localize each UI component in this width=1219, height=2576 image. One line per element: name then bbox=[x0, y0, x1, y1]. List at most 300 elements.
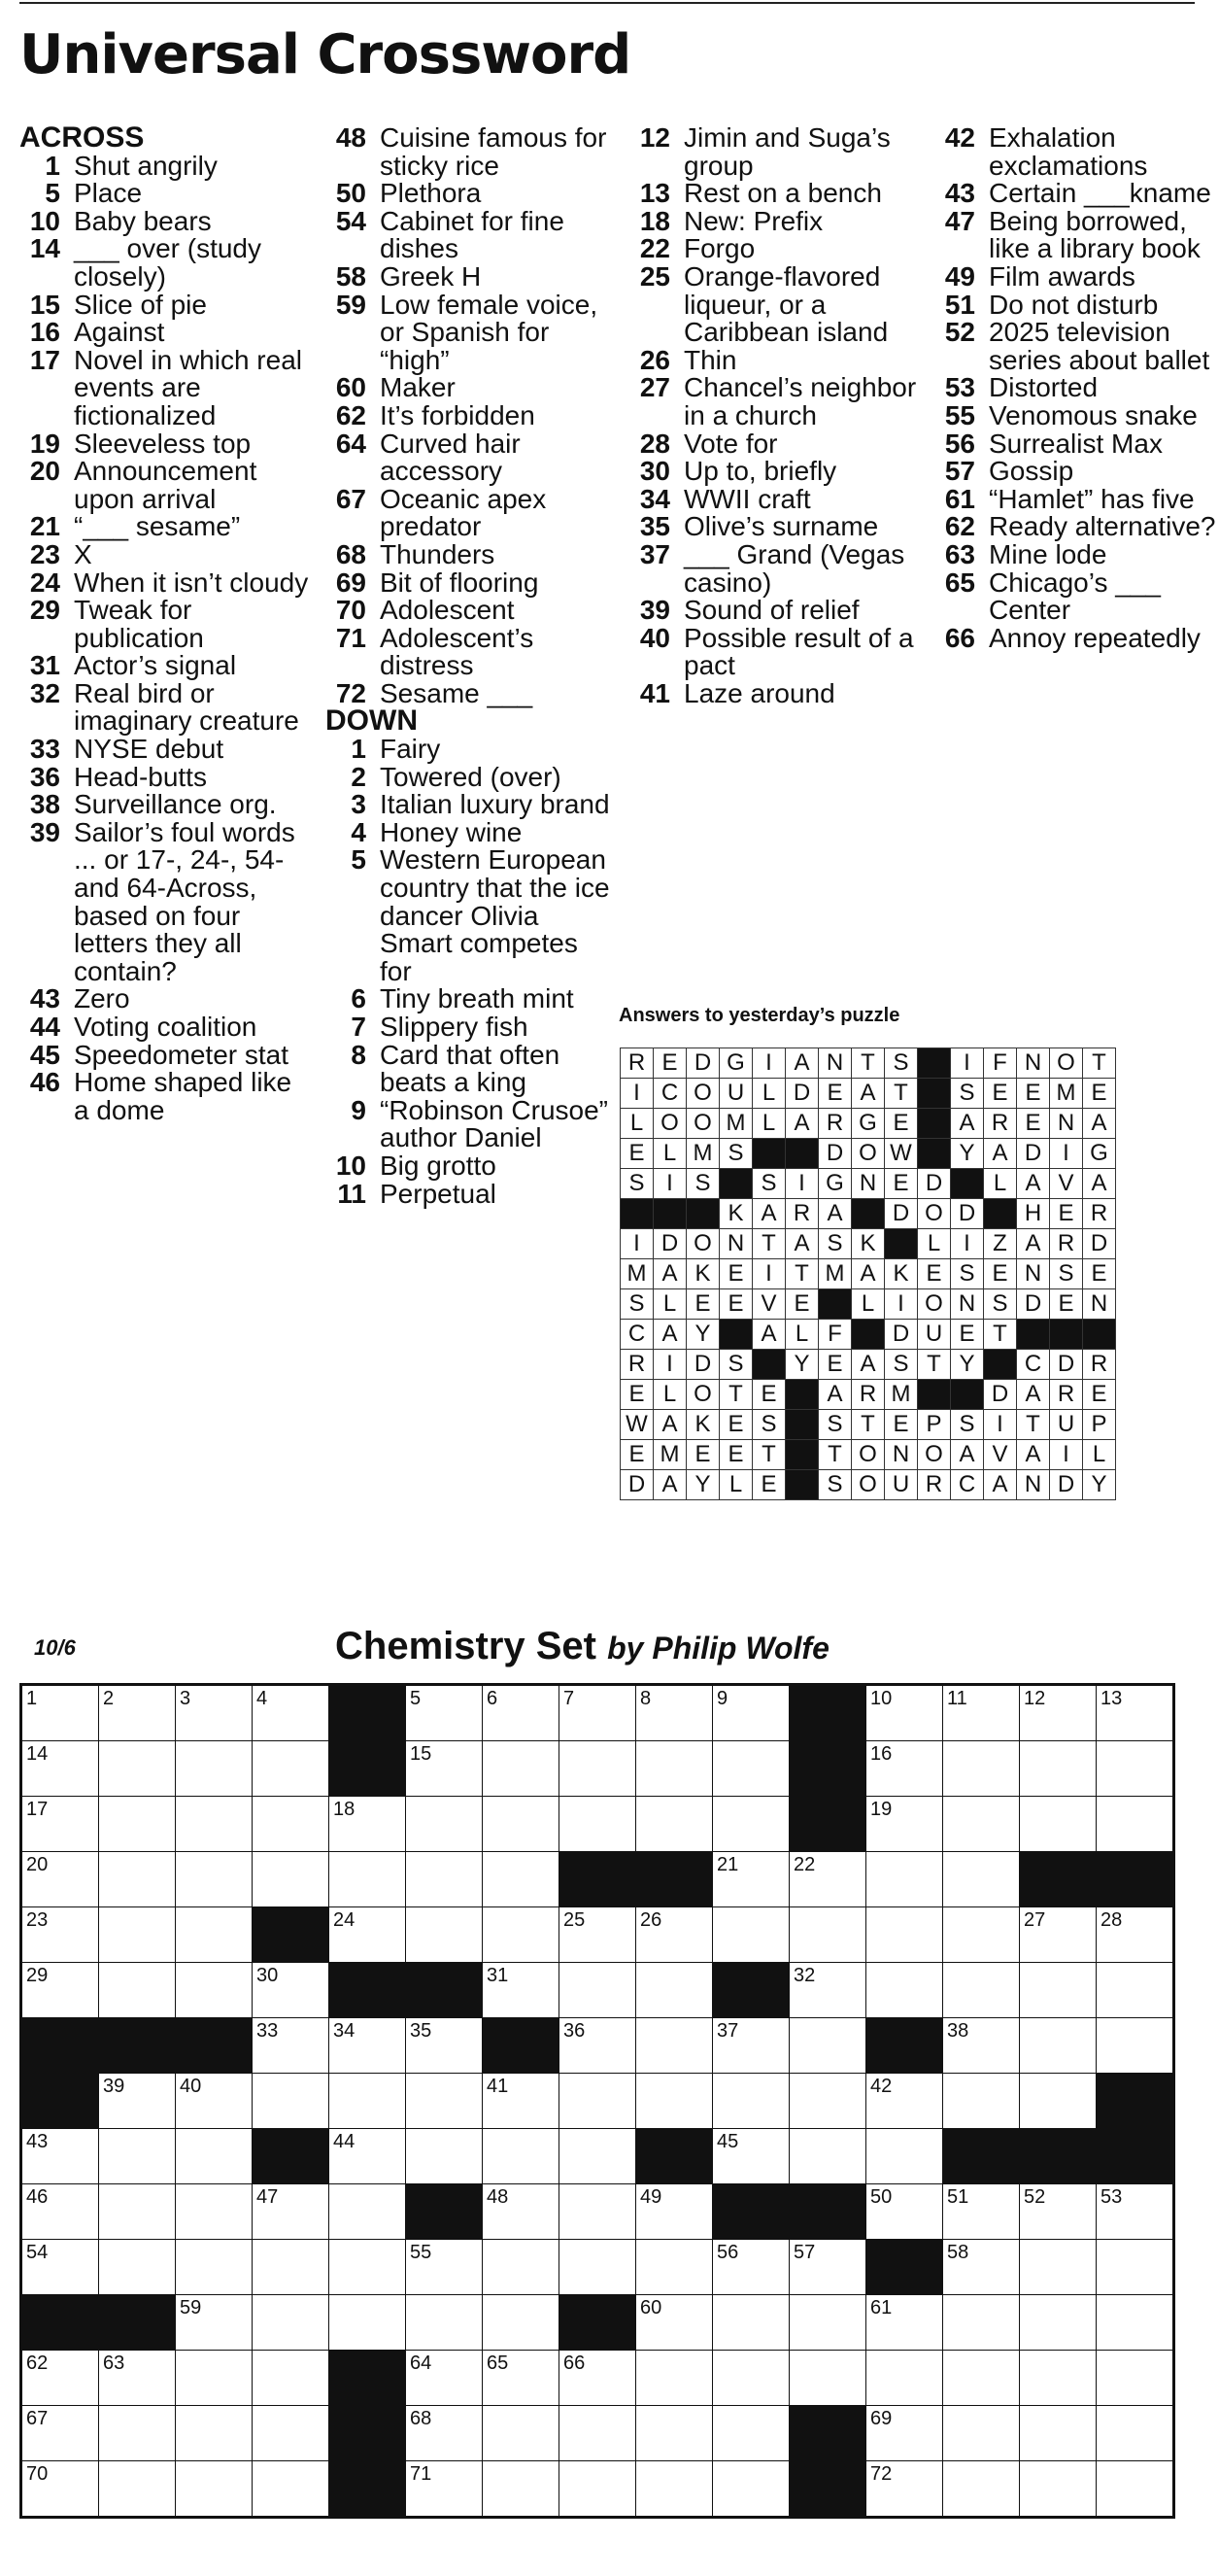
grid-cell[interactable] bbox=[713, 2461, 790, 2518]
grid-cell[interactable] bbox=[253, 2018, 329, 2074]
grid-cell[interactable] bbox=[559, 2406, 636, 2461]
grid-row bbox=[21, 2240, 1174, 2295]
grid-cell[interactable] bbox=[866, 2295, 943, 2351]
grid-cell[interactable] bbox=[176, 2240, 253, 2295]
answers-letter-cell: S bbox=[753, 1410, 786, 1440]
grid-cell[interactable] bbox=[866, 2351, 943, 2406]
answers-letter-cell: A bbox=[654, 1259, 687, 1289]
clue-number: 33 bbox=[29, 734, 60, 765]
grid-cell[interactable] bbox=[253, 2240, 329, 2295]
grid-cell[interactable] bbox=[253, 2351, 329, 2406]
grid-cell[interactable] bbox=[329, 2129, 406, 2184]
grid-cell[interactable] bbox=[1097, 1797, 1174, 1852]
grid-cell[interactable] bbox=[1097, 1685, 1174, 1741]
grid-cell[interactable] bbox=[790, 1963, 866, 2018]
cell-number: 44 bbox=[333, 2131, 356, 2152]
grid-cell[interactable] bbox=[483, 2351, 559, 2406]
grid-cell[interactable] bbox=[1020, 2406, 1097, 2461]
answers-letter-cell: S bbox=[819, 1410, 852, 1440]
grid-cell[interactable] bbox=[21, 1852, 99, 1907]
cell-number: 28 bbox=[1100, 1909, 1123, 1931]
grid-cell[interactable] bbox=[329, 1797, 406, 1852]
grid-cell[interactable] bbox=[559, 2351, 636, 2406]
grid-cell[interactable] bbox=[1020, 2074, 1097, 2129]
grid-cell[interactable] bbox=[790, 1907, 866, 1963]
grid-cell[interactable] bbox=[253, 2461, 329, 2518]
grid-cell[interactable] bbox=[21, 1963, 99, 2018]
answers-letter-cell: I bbox=[654, 1169, 687, 1199]
answers-letter-cell: R bbox=[621, 1350, 654, 1380]
grid-cell[interactable] bbox=[866, 2184, 943, 2240]
answers-letter-cell: T bbox=[984, 1320, 1017, 1350]
grid-cell[interactable] bbox=[21, 2461, 99, 2518]
grid-cell[interactable] bbox=[636, 1741, 713, 1797]
answers-letter-cell: A bbox=[1017, 1169, 1050, 1199]
grid-cell[interactable] bbox=[176, 1685, 253, 1741]
grid-cell[interactable] bbox=[176, 2461, 253, 2518]
grid-cell[interactable] bbox=[943, 1907, 1020, 1963]
grid-cell[interactable] bbox=[1097, 2184, 1174, 2240]
grid-cell[interactable] bbox=[713, 2129, 790, 2184]
clue-text: Shut angrily bbox=[74, 150, 218, 181]
grid-cell[interactable] bbox=[176, 2295, 253, 2351]
grid-cell[interactable] bbox=[99, 2461, 176, 2518]
cell-number: 26 bbox=[640, 1909, 662, 1931]
grid-cell[interactable] bbox=[253, 2406, 329, 2461]
clue-item bbox=[19, 569, 311, 598]
grid-cell[interactable] bbox=[636, 1963, 713, 2018]
black-square bbox=[1097, 2129, 1174, 2184]
grid-cell[interactable] bbox=[99, 1797, 176, 1852]
grid-cell[interactable] bbox=[483, 1907, 559, 1963]
grid-cell[interactable] bbox=[943, 2295, 1020, 2351]
grid-cell[interactable] bbox=[253, 2184, 329, 2240]
grid-cell[interactable] bbox=[1020, 1741, 1097, 1797]
grid-cell[interactable] bbox=[1020, 2240, 1097, 2295]
grid-cell[interactable] bbox=[713, 2406, 790, 2461]
grid-cell[interactable] bbox=[21, 2240, 99, 2295]
answers-letter-cell: D bbox=[1050, 1470, 1083, 1500]
grid-cell[interactable] bbox=[1020, 2295, 1097, 2351]
grid-cell[interactable] bbox=[636, 2406, 713, 2461]
clue-number: 16 bbox=[29, 317, 60, 348]
grid-cell[interactable] bbox=[176, 2184, 253, 2240]
grid-cell[interactable] bbox=[483, 1963, 559, 2018]
grid-cell[interactable] bbox=[713, 2295, 790, 2351]
grid-cell[interactable] bbox=[1020, 2461, 1097, 2518]
clue-number: 1 bbox=[45, 150, 60, 181]
grid-cell[interactable] bbox=[943, 1852, 1020, 1907]
clue-item bbox=[19, 597, 311, 652]
grid-cell[interactable] bbox=[943, 2074, 1020, 2129]
grid-cell[interactable] bbox=[406, 1685, 483, 1741]
cell-number: 16 bbox=[870, 1743, 893, 1765]
answers-letter-cell: D bbox=[1083, 1229, 1116, 1259]
grid-cell[interactable] bbox=[99, 2074, 176, 2129]
grid-cell[interactable] bbox=[406, 2240, 483, 2295]
grid-cell[interactable] bbox=[253, 2295, 329, 2351]
clue-text: Plethora bbox=[380, 178, 482, 209]
grid-cell[interactable] bbox=[790, 2074, 866, 2129]
clue-text: Italian luxury brand bbox=[380, 789, 610, 820]
grid-cell[interactable] bbox=[329, 2074, 406, 2129]
grid-cell[interactable] bbox=[636, 2018, 713, 2074]
grid-cell[interactable] bbox=[943, 1685, 1020, 1741]
grid-cell[interactable] bbox=[636, 1907, 713, 1963]
grid-cell[interactable] bbox=[713, 1907, 790, 1963]
grid-cell[interactable] bbox=[790, 2295, 866, 2351]
cell-number: 52 bbox=[1024, 2186, 1046, 2208]
grid-cell[interactable] bbox=[1097, 1963, 1174, 2018]
clue-text: Being borrowed, like a library book bbox=[989, 205, 1201, 264]
answers-letter-cell: O bbox=[654, 1109, 687, 1139]
grid-cell[interactable] bbox=[99, 1907, 176, 1963]
cell-number: 47 bbox=[256, 2186, 279, 2208]
grid-cell[interactable] bbox=[176, 1797, 253, 1852]
grid-cell[interactable] bbox=[1097, 1741, 1174, 1797]
grid-cell[interactable] bbox=[559, 1907, 636, 1963]
grid-cell[interactable] bbox=[176, 1963, 253, 2018]
grid-cell[interactable] bbox=[176, 2406, 253, 2461]
answers-letter-cell: F bbox=[984, 1048, 1017, 1079]
grid-cell[interactable] bbox=[21, 1741, 99, 1797]
grid-cell[interactable] bbox=[790, 2240, 866, 2295]
grid-cell[interactable] bbox=[253, 1741, 329, 1797]
answers-letter-cell: T bbox=[918, 1350, 951, 1380]
puzzle-byline: by Philip Wolfe bbox=[607, 1631, 830, 1666]
grid-cell[interactable] bbox=[636, 1797, 713, 1852]
grid-cell[interactable] bbox=[866, 2129, 943, 2184]
answers-letter-cell: T bbox=[819, 1440, 852, 1470]
clue-item bbox=[325, 622, 617, 681]
grid-cell[interactable] bbox=[943, 2351, 1020, 2406]
grid-cell[interactable] bbox=[253, 1852, 329, 1907]
grid-cell[interactable] bbox=[483, 1852, 559, 1907]
grid-cell[interactable] bbox=[1097, 2406, 1174, 2461]
grid-cell[interactable] bbox=[866, 1907, 943, 1963]
grid-cell[interactable] bbox=[559, 2461, 636, 2518]
grid-cell[interactable] bbox=[559, 1963, 636, 2018]
cell-number: 33 bbox=[256, 2020, 279, 2042]
grid-cell[interactable] bbox=[406, 2461, 483, 2518]
cell-number: 53 bbox=[1100, 2186, 1123, 2208]
answers-black-square bbox=[918, 1079, 951, 1109]
grid-cell[interactable] bbox=[483, 2184, 559, 2240]
grid-cell[interactable] bbox=[483, 2406, 559, 2461]
grid-cell[interactable] bbox=[329, 2184, 406, 2240]
grid-cell[interactable] bbox=[636, 2461, 713, 2518]
grid-cell[interactable] bbox=[790, 2129, 866, 2184]
grid-cell[interactable] bbox=[1020, 1907, 1097, 1963]
grid-cell[interactable] bbox=[483, 2129, 559, 2184]
grid-cell[interactable] bbox=[99, 2351, 176, 2406]
grid-cell[interactable] bbox=[1020, 1963, 1097, 2018]
grid-cell[interactable] bbox=[559, 1741, 636, 1797]
grid-cell[interactable] bbox=[559, 2184, 636, 2240]
grid-cell[interactable] bbox=[99, 2129, 176, 2184]
grid-cell[interactable] bbox=[1097, 2018, 1174, 2074]
answers-letter-cell: N bbox=[1017, 1048, 1050, 1079]
grid-cell[interactable] bbox=[559, 1685, 636, 1741]
cell-number: 51 bbox=[947, 2186, 969, 2208]
answers-letter-cell: L bbox=[753, 1109, 786, 1139]
grid-cell[interactable] bbox=[406, 2406, 483, 2461]
clue-item bbox=[325, 1094, 617, 1153]
clue-number: 41 bbox=[639, 677, 670, 708]
grid-cell[interactable] bbox=[943, 2406, 1020, 2461]
answers-letter-cell: I bbox=[1050, 1139, 1083, 1169]
grid-cell[interactable] bbox=[943, 1741, 1020, 1797]
grid-cell[interactable] bbox=[406, 1852, 483, 1907]
grid-cell[interactable] bbox=[713, 1685, 790, 1741]
grid-cell[interactable] bbox=[406, 2295, 483, 2351]
clue-item bbox=[325, 399, 617, 430]
grid-cell[interactable] bbox=[1097, 2240, 1174, 2295]
cell-number: 58 bbox=[947, 2242, 969, 2263]
clue-item bbox=[19, 538, 311, 569]
grid-cell[interactable] bbox=[406, 2018, 483, 2074]
grid-cell[interactable] bbox=[176, 2129, 253, 2184]
grid-cell[interactable] bbox=[99, 1685, 176, 1741]
grid-cell[interactable] bbox=[636, 2240, 713, 2295]
answers-black-square bbox=[918, 1380, 951, 1410]
grid-cell[interactable] bbox=[483, 1685, 559, 1741]
grid-cell[interactable] bbox=[329, 2240, 406, 2295]
answers-letter-cell: A bbox=[786, 1229, 819, 1259]
grid-cell[interactable] bbox=[253, 1963, 329, 2018]
grid-cell[interactable] bbox=[943, 2184, 1020, 2240]
grid-cell[interactable] bbox=[483, 2461, 559, 2518]
grid-cell[interactable] bbox=[636, 2351, 713, 2406]
grid-cell[interactable] bbox=[866, 1741, 943, 1797]
grid-cell[interactable] bbox=[406, 2074, 483, 2129]
answers-black-square bbox=[621, 1199, 654, 1229]
grid-cell[interactable] bbox=[329, 1907, 406, 1963]
grid-cell[interactable] bbox=[406, 1797, 483, 1852]
grid-cell[interactable] bbox=[21, 1685, 99, 1741]
clue-text: Towered (over) bbox=[380, 761, 561, 792]
grid-cell[interactable] bbox=[483, 1797, 559, 1852]
answers-letter-cell: E bbox=[753, 1380, 786, 1410]
answers-letter-cell: K bbox=[687, 1259, 720, 1289]
grid-cell[interactable] bbox=[329, 1852, 406, 1907]
grid-cell[interactable] bbox=[866, 1852, 943, 1907]
grid-cell[interactable] bbox=[866, 1685, 943, 1741]
answers-black-square bbox=[984, 1350, 1017, 1380]
grid-cell[interactable] bbox=[1020, 1685, 1097, 1741]
grid-cell[interactable] bbox=[406, 1907, 483, 1963]
grid-cell[interactable] bbox=[483, 2074, 559, 2129]
grid-cell[interactable] bbox=[943, 2018, 1020, 2074]
grid-row bbox=[21, 2129, 1174, 2184]
grid-cell[interactable] bbox=[790, 2351, 866, 2406]
grid-cell[interactable] bbox=[21, 2406, 99, 2461]
grid-cell[interactable] bbox=[943, 1963, 1020, 2018]
grid-row bbox=[21, 2295, 1174, 2351]
grid-cell[interactable] bbox=[253, 1797, 329, 1852]
grid-cell[interactable] bbox=[21, 1797, 99, 1852]
answers-letter-cell: E bbox=[654, 1048, 687, 1079]
answers-letter-cell: E bbox=[720, 1440, 753, 1470]
clue-number: 24 bbox=[29, 567, 60, 598]
grid-cell[interactable] bbox=[406, 1741, 483, 1797]
grid-cell[interactable] bbox=[559, 2074, 636, 2129]
grid-cell[interactable] bbox=[866, 2461, 943, 2518]
grid-cell[interactable] bbox=[329, 2295, 406, 2351]
clue-item bbox=[325, 1013, 617, 1042]
grid-cell[interactable] bbox=[559, 2018, 636, 2074]
answers-letter-cell: I bbox=[753, 1259, 786, 1289]
clue-item bbox=[19, 180, 311, 208]
grid-cell[interactable] bbox=[483, 1741, 559, 1797]
answers-letter-cell: L bbox=[720, 1470, 753, 1500]
clue-item bbox=[325, 677, 617, 708]
clue-text: Gossip bbox=[989, 456, 1074, 487]
grid-cell[interactable] bbox=[636, 1685, 713, 1741]
clue-text: Orange-flavored liqueur, or a Caribbean island bbox=[684, 260, 889, 348]
clue-number: 63 bbox=[944, 538, 975, 569]
grid-cell[interactable] bbox=[943, 2240, 1020, 2295]
grid-cell[interactable] bbox=[176, 1741, 253, 1797]
answers-letter-cell: O bbox=[687, 1229, 720, 1259]
grid-cell[interactable] bbox=[866, 2074, 943, 2129]
grid-cell[interactable] bbox=[176, 2351, 253, 2406]
answers-letter-cell: N bbox=[1050, 1109, 1083, 1139]
grid-cell[interactable] bbox=[99, 2406, 176, 2461]
grid-cell[interactable] bbox=[559, 2240, 636, 2295]
answers-letter-cell: I bbox=[1050, 1440, 1083, 1470]
grid-cell[interactable] bbox=[176, 2074, 253, 2129]
answers-black-square bbox=[786, 1139, 819, 1169]
clue-item bbox=[629, 458, 921, 486]
answers-grid bbox=[620, 1048, 1116, 1500]
puzzle-date: 10/6 bbox=[34, 1635, 76, 1660]
grid-cell[interactable] bbox=[1097, 1907, 1174, 1963]
grid-cell[interactable] bbox=[21, 2184, 99, 2240]
answers-black-square bbox=[918, 1139, 951, 1169]
clue-item bbox=[629, 180, 921, 208]
grid-cell[interactable] bbox=[329, 2018, 406, 2074]
grid-cell[interactable] bbox=[1097, 2351, 1174, 2406]
grid-cell[interactable] bbox=[866, 2406, 943, 2461]
grid-cell[interactable] bbox=[21, 2129, 99, 2184]
clue-number: 18 bbox=[639, 205, 670, 236]
answers-letter-cell: A bbox=[654, 1410, 687, 1440]
grid-cell[interactable] bbox=[1020, 2184, 1097, 2240]
grid-cell[interactable] bbox=[636, 2074, 713, 2129]
answers-letter-cell: E bbox=[918, 1259, 951, 1289]
answers-letter-cell: D bbox=[885, 1199, 918, 1229]
grid-cell[interactable] bbox=[99, 2240, 176, 2295]
clue-text: Sesame ___ bbox=[380, 677, 533, 708]
grid-cell[interactable] bbox=[1097, 2461, 1174, 2518]
grid-cell[interactable] bbox=[866, 1963, 943, 2018]
grid-cell[interactable] bbox=[406, 2129, 483, 2184]
cell-number: 9 bbox=[717, 1688, 728, 1709]
answers-letter-cell: P bbox=[918, 1410, 951, 1440]
cell-number: 56 bbox=[717, 2242, 739, 2263]
clue-number: 68 bbox=[335, 538, 366, 569]
answers-letter-cell: S bbox=[885, 1048, 918, 1079]
clue-item bbox=[325, 569, 617, 598]
grid-cell[interactable] bbox=[943, 2461, 1020, 2518]
grid-cell[interactable] bbox=[21, 2351, 99, 2406]
clue-text: Chancel’s neighbor in a church bbox=[684, 372, 917, 430]
grid-cell[interactable] bbox=[790, 1852, 866, 1907]
grid-cell[interactable] bbox=[636, 2184, 713, 2240]
answers-letter-cell: N bbox=[852, 1169, 885, 1199]
clue-text: ___ over (study closely) bbox=[74, 233, 261, 292]
answers-letter-cell: N bbox=[720, 1229, 753, 1259]
grid-cell[interactable] bbox=[713, 2351, 790, 2406]
cell-number: 3 bbox=[180, 1688, 191, 1709]
clue-number: 1 bbox=[351, 734, 366, 765]
black-square bbox=[99, 2295, 176, 2351]
answers-letter-cell: S bbox=[885, 1350, 918, 1380]
grid-cell[interactable] bbox=[176, 1852, 253, 1907]
clue-item bbox=[19, 1039, 311, 1070]
grid-cell[interactable] bbox=[406, 2351, 483, 2406]
grid-cell[interactable] bbox=[99, 1963, 176, 2018]
grid-cell[interactable] bbox=[713, 1797, 790, 1852]
grid-cell[interactable] bbox=[790, 2018, 866, 2074]
grid-cell[interactable] bbox=[99, 2184, 176, 2240]
grid-cell[interactable] bbox=[99, 1741, 176, 1797]
cell-number: 32 bbox=[794, 1965, 816, 1986]
black-square bbox=[713, 2184, 790, 2240]
answers-letter-cell: S bbox=[951, 1259, 984, 1289]
grid-cell[interactable] bbox=[99, 1852, 176, 1907]
answers-letter-cell: H bbox=[1017, 1199, 1050, 1229]
grid-cell[interactable] bbox=[176, 1907, 253, 1963]
answers-letter-cell: R bbox=[984, 1109, 1017, 1139]
grid-cell[interactable] bbox=[483, 2240, 559, 2295]
cell-number: 2 bbox=[103, 1688, 115, 1709]
grid-cell[interactable] bbox=[713, 2018, 790, 2074]
answers-letter-cell: E bbox=[1083, 1380, 1116, 1410]
grid-cell[interactable] bbox=[1020, 1797, 1097, 1852]
grid-cell[interactable] bbox=[866, 1797, 943, 1852]
answers-letter-cell: A bbox=[654, 1470, 687, 1500]
grid-cell[interactable] bbox=[559, 1797, 636, 1852]
grid-cell[interactable] bbox=[253, 1685, 329, 1741]
grid-cell[interactable] bbox=[713, 2074, 790, 2129]
clue-item bbox=[934, 430, 1219, 459]
grid-cell[interactable] bbox=[1097, 2295, 1174, 2351]
grid-cell[interactable] bbox=[559, 2129, 636, 2184]
grid-cell[interactable] bbox=[713, 1741, 790, 1797]
grid-cell[interactable] bbox=[713, 2240, 790, 2295]
grid-cell[interactable] bbox=[943, 1797, 1020, 1852]
clue-item bbox=[629, 124, 921, 180]
answers-letter-cell: G bbox=[1083, 1139, 1116, 1169]
clue-item bbox=[19, 150, 311, 181]
clue-column-3 bbox=[629, 124, 921, 707]
grid-cell[interactable] bbox=[713, 1852, 790, 1907]
grid-cell[interactable] bbox=[636, 2295, 713, 2351]
answers-letter-cell: L bbox=[621, 1109, 654, 1139]
grid-cell[interactable] bbox=[253, 2074, 329, 2129]
cell-number: 69 bbox=[870, 2408, 893, 2429]
grid-cell[interactable] bbox=[21, 1907, 99, 1963]
clue-text: Curved hair accessory bbox=[380, 428, 521, 487]
grid-cell[interactable] bbox=[483, 2295, 559, 2351]
grid-cell[interactable] bbox=[1020, 2351, 1097, 2406]
cell-number: 30 bbox=[256, 1965, 279, 1986]
answers-letter-cell: S bbox=[951, 1410, 984, 1440]
grid-cell[interactable] bbox=[1020, 2018, 1097, 2074]
clue-text: Big grotto bbox=[380, 1150, 496, 1181]
